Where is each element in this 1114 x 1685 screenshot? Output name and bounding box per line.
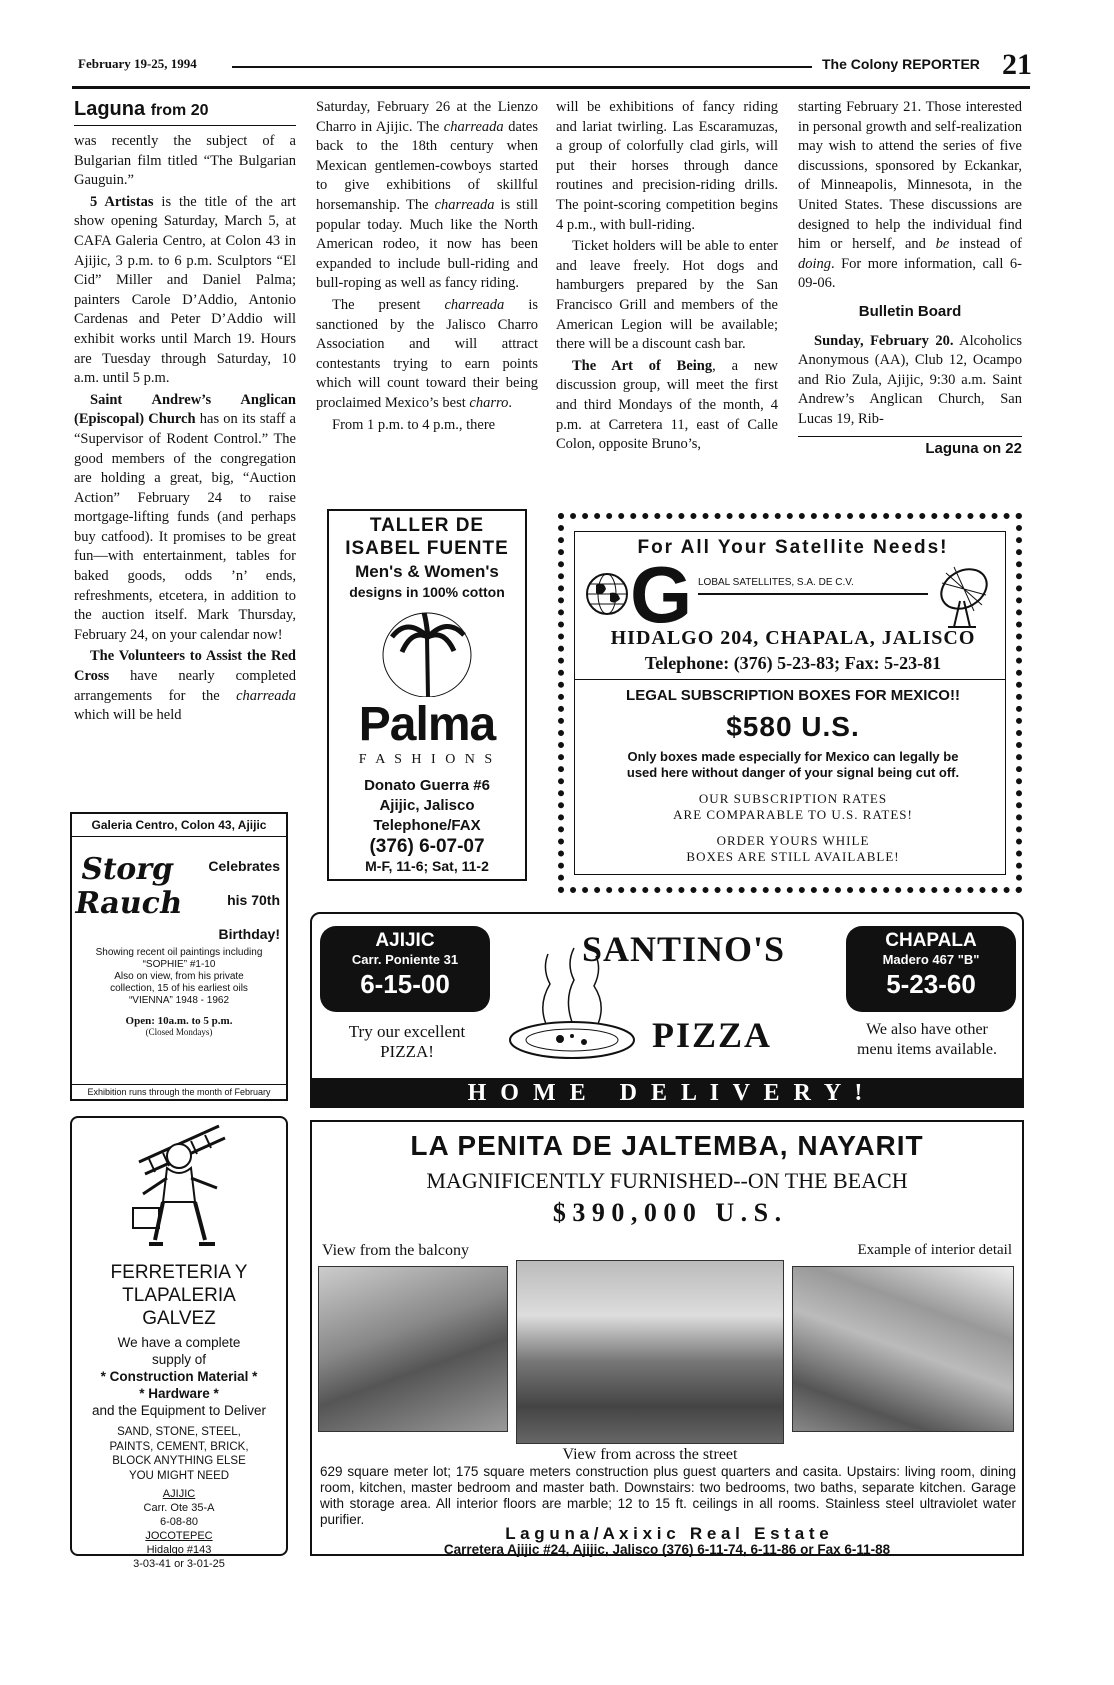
ajijic-location: AJIJIC Carr. Poniente 31 6-15-00 [320,926,490,1012]
issue-date: February 19-25, 1994 [78,56,197,71]
legal-note: Only boxes made especially for Mexico can legally be used here without danger of your signal being cut off. [626,749,960,780]
header-bottom-rule [72,86,1030,89]
paragraph: 5 Artistas is the title of the art show opening Saturday, March 5, at CAFA Galeria Centro, at Colon 43 in Ajijic, 3 p.m. to 6 p.m. Sculptors “El Cid” Miller and Daniel Palma; painters Carole D’Addio, Antonio Cardenas and Peter D’Addio will exhibit works until March 19. Hours are Tuesday through Saturday, 10 a.m. until 5 p.m. [74,193,296,387]
legal-boxes: LEGAL SUBSCRIPTION BOXES FOR MEXICO!! [626,687,960,704]
satellite-dish-icon [924,561,994,631]
property-location: LA PENITA DE JALTEMBA, NAYARIT [410,1130,924,1161]
birthday-text: Celebrates his 70th Birthday! [208,858,280,942]
ad-title: TALLER DE [369,515,485,536]
palma-fashions-ad [327,509,527,881]
page-number: 21 [1002,48,1032,81]
paper-name: The Colony REPORTER [822,56,980,72]
penita-real-estate-ad [310,1120,1024,1556]
ferreteria-title: FERRETERIA Y TLAPALERIA GALVEZ [110,1262,248,1329]
home-delivery-banner: H O M E D E L I V E R Y ! [310,1078,1024,1108]
gallery-location: Galeria Centro, Colon 43, Ajijic [72,814,286,837]
gallery-hours: Open: 10a.m. to 5 p.m. [125,1015,233,1027]
logo-text: LOBAL SATELLITES, S.A. DE C.V. [698,577,854,588]
ad-subtitle: Men's & Women's [355,562,499,581]
galeria-ad [70,812,288,1101]
brand-name: Palma [358,698,496,751]
caption-street: View from across the street [562,1446,738,1463]
hours: M-F, 11-6; Sat, 11-2 [365,858,489,874]
pizzeria-name: SANTINO'S [582,929,786,969]
pizza-word: PIZZA [652,1015,773,1055]
chapala-location: CHAPALA Madero 467 "B" 5-23-60 [846,926,1016,1012]
jump-rule [798,436,1022,437]
balcony-photo [318,1266,508,1432]
satellite-ad [558,513,1022,893]
column-3 [556,98,778,457]
phone: (376) 6-07-07 [369,836,485,857]
handyman-icon [119,1122,239,1252]
jump-link[interactable]: Laguna on 22 [925,439,1022,457]
rates-note: OUR SUBSCRIPTION RATES ARE COMPARABLE TO U.S. RATES! [673,791,913,822]
globe-icon [584,571,630,617]
paragraph: will be exhibitions of fancy riding and lariat twirling. Las Escaramuzas, a group of colorfully clad girls, will put their horses through dance routines and precision-riding drills. The point-scoring competition begins 4 p.m., with bull-riding. [556,99,778,233]
paragraph: The Volunteers to Assist the Red Cross have nearly completed arrangements for the charreada which will be held [74,648,296,724]
price: $580 U.S. [726,711,860,742]
property-subtitle: MAGNIFICENTLY FURNISHED--ON THE BEACH [426,1168,908,1193]
paragraph: From 1 p.m. to 4 p.m., there [332,416,496,433]
pizza-icon [502,944,642,1064]
column-4 [798,98,1022,458]
other-items: We also have other menu items available. [857,1021,997,1058]
satellite-headline: For All Your Satellite Needs! [637,537,949,558]
santinos-pizza-ad [310,912,1024,1108]
address: Donato Guerra #6 Ajijic, Jalisco Telephone/FAX [364,777,490,834]
paragraph: The Art of Being, a new discussion group, will meet the first and third Mondays of the month, 4 p.m. at Carretera 11, east of Calle Colon, opposite Bruno’s, [556,357,778,453]
gallery-closed: (Closed Mondays) [145,1027,213,1037]
agency-name: L a g u n a / A x i x i c R e a l E s t a t e [505,1524,829,1543]
exhibit-details: Showing recent oil paintings including “SOPHIE” #1-10 Also on view, from his private collection, 15 of his earliest oils “VIENNA” 1948 - 1962 [95,947,263,1006]
artist-signature: Storg Rauch [72,852,186,921]
interior-photo [792,1266,1014,1432]
supply-text: We have a complete supply of * Construction Material * * Hardware * and the Equipment to Deliver [91,1335,267,1418]
brand-fashions: F A S H I O N S [358,752,496,767]
order-note: ORDER YOURS WHILE BOXES ARE STILL AVAILABLE! [686,833,900,864]
ad-title: ISABEL FUENTE [345,538,509,559]
paragraph: Saturday, February 26 at the Lienzo Charro in Ajijic. The charreada dates back to the 18th century when Mexican gentlemen-cowboys started to give exhibitions of skillful horsemanship. The charreada is still popular today. Much like the North American rodeo, it now has been expanded to include bull-riding and bull-roping as well as fancy riding. [316,99,538,292]
paragraph: Ticket holders will be able to enter and leave freely. Hot dogs and hamburgers prepared by the San Francisco Grill and members of the American Legion will be available; there will be a discount cash bar. [556,238,778,353]
exhibition-run: Exhibition runs through the month of February [72,1084,286,1099]
bulletin-board-head: Bulletin Board [858,302,962,320]
materials-list: SAND, STONE, STEEL, PAINTS, CEMENT, BRICK, BLOCK ANYTHING ELSE YOU MIGHT NEED [109,1426,249,1482]
paragraph: Sunday, February 20. Alcoholics Anonymous (AA), Club 12, Ocampo and Rio Zula, Ajijic, 9:30 a.m. Saint Andrew’s Anglican Church, San Lucas 19, Rib- [798,332,1022,427]
caption-balcony: View from the balcony [322,1242,469,1259]
store-locations: AJIJIC Carr. Ote 35-A 6-08-80 JOCOTEPEC Hidalgo #143 3-03-41 or 3-01-25 [133,1488,225,1570]
ad-tagline: designs in 100% cotton [349,584,505,600]
section-head: Laguna from 20 [74,98,209,120]
property-description: 629 square meter lot; 175 square meters construction plus guest quarters and casita. Upstairs: living room, dining room, kitchen, master bedroom and master bath. Downstairs: two bedrooms, two baths, separate kitchen. Garage with storage area. All interior floors are marble; 12 to 15 ft. ceilings in all rooms. Stainless steel ultraviolet water purifier. [320,1464,1016,1527]
logo-letter: G [630,550,693,639]
paragraph: was recently the subject of a Bulgarian film titled “The Bulgarian Gauguin.” [74,133,296,189]
header-rule [232,66,812,68]
section-rule [74,125,296,126]
caption-interior: Example of interior detail [857,1242,1012,1258]
ferreteria-ad [70,1116,288,1570]
try-pizza: Try our excellent PIZZA! [348,1022,466,1061]
street-photo [516,1260,784,1444]
paragraph: Saint Andrew’s Anglican (Episcopal) Church has on its staff a “Supervisor of Rodent Control.” The good members of the congregation are holding a great, big, “Auction Action” February 24 to raise mortgage-lifting funds (and perhaps buy catfood). It promises to be great fun—with entertainment, tables for baked goods, odds ’n’ ends, refreshments, etcetera, in addition to the auction itself. Mark Thursday, February 24, on your calendar now! [74,391,296,643]
property-price: $ 3 9 0 , 0 0 0 U . S . [552,1198,782,1227]
column-1 [74,98,296,728]
satellite-address: HIDALGO 204, CHAPALA, JALISCO [610,627,976,649]
satellite-phone: Telephone: (376) 5-23-83; Fax: 5-23-81 [644,653,942,673]
paragraph: The present charreada is sanctioned by the Jalisco Charro Association and will attract contestants trying to earn points which will count toward their being proclaimed Mexico’s best charro. [316,296,538,411]
agency-contact: Carretera Ajijic #24, Ajijic, Jalisco (376) 6-11-74, 6-11-86 or Fax 6-11-88 [443,1542,891,1557]
paragraph: starting February 21. Those interested in personal growth and self-realization may wish to attend the series of five discussions, sponsored by Eckankar, of Minneapolis, Minnesota, in the United States. These discussions are designed to help the individual find him or herself, and be instead of doing. For more information, call 6-09-06. [798,99,1022,292]
palm-tree-icon [352,607,502,697]
column-2 [316,98,538,437]
